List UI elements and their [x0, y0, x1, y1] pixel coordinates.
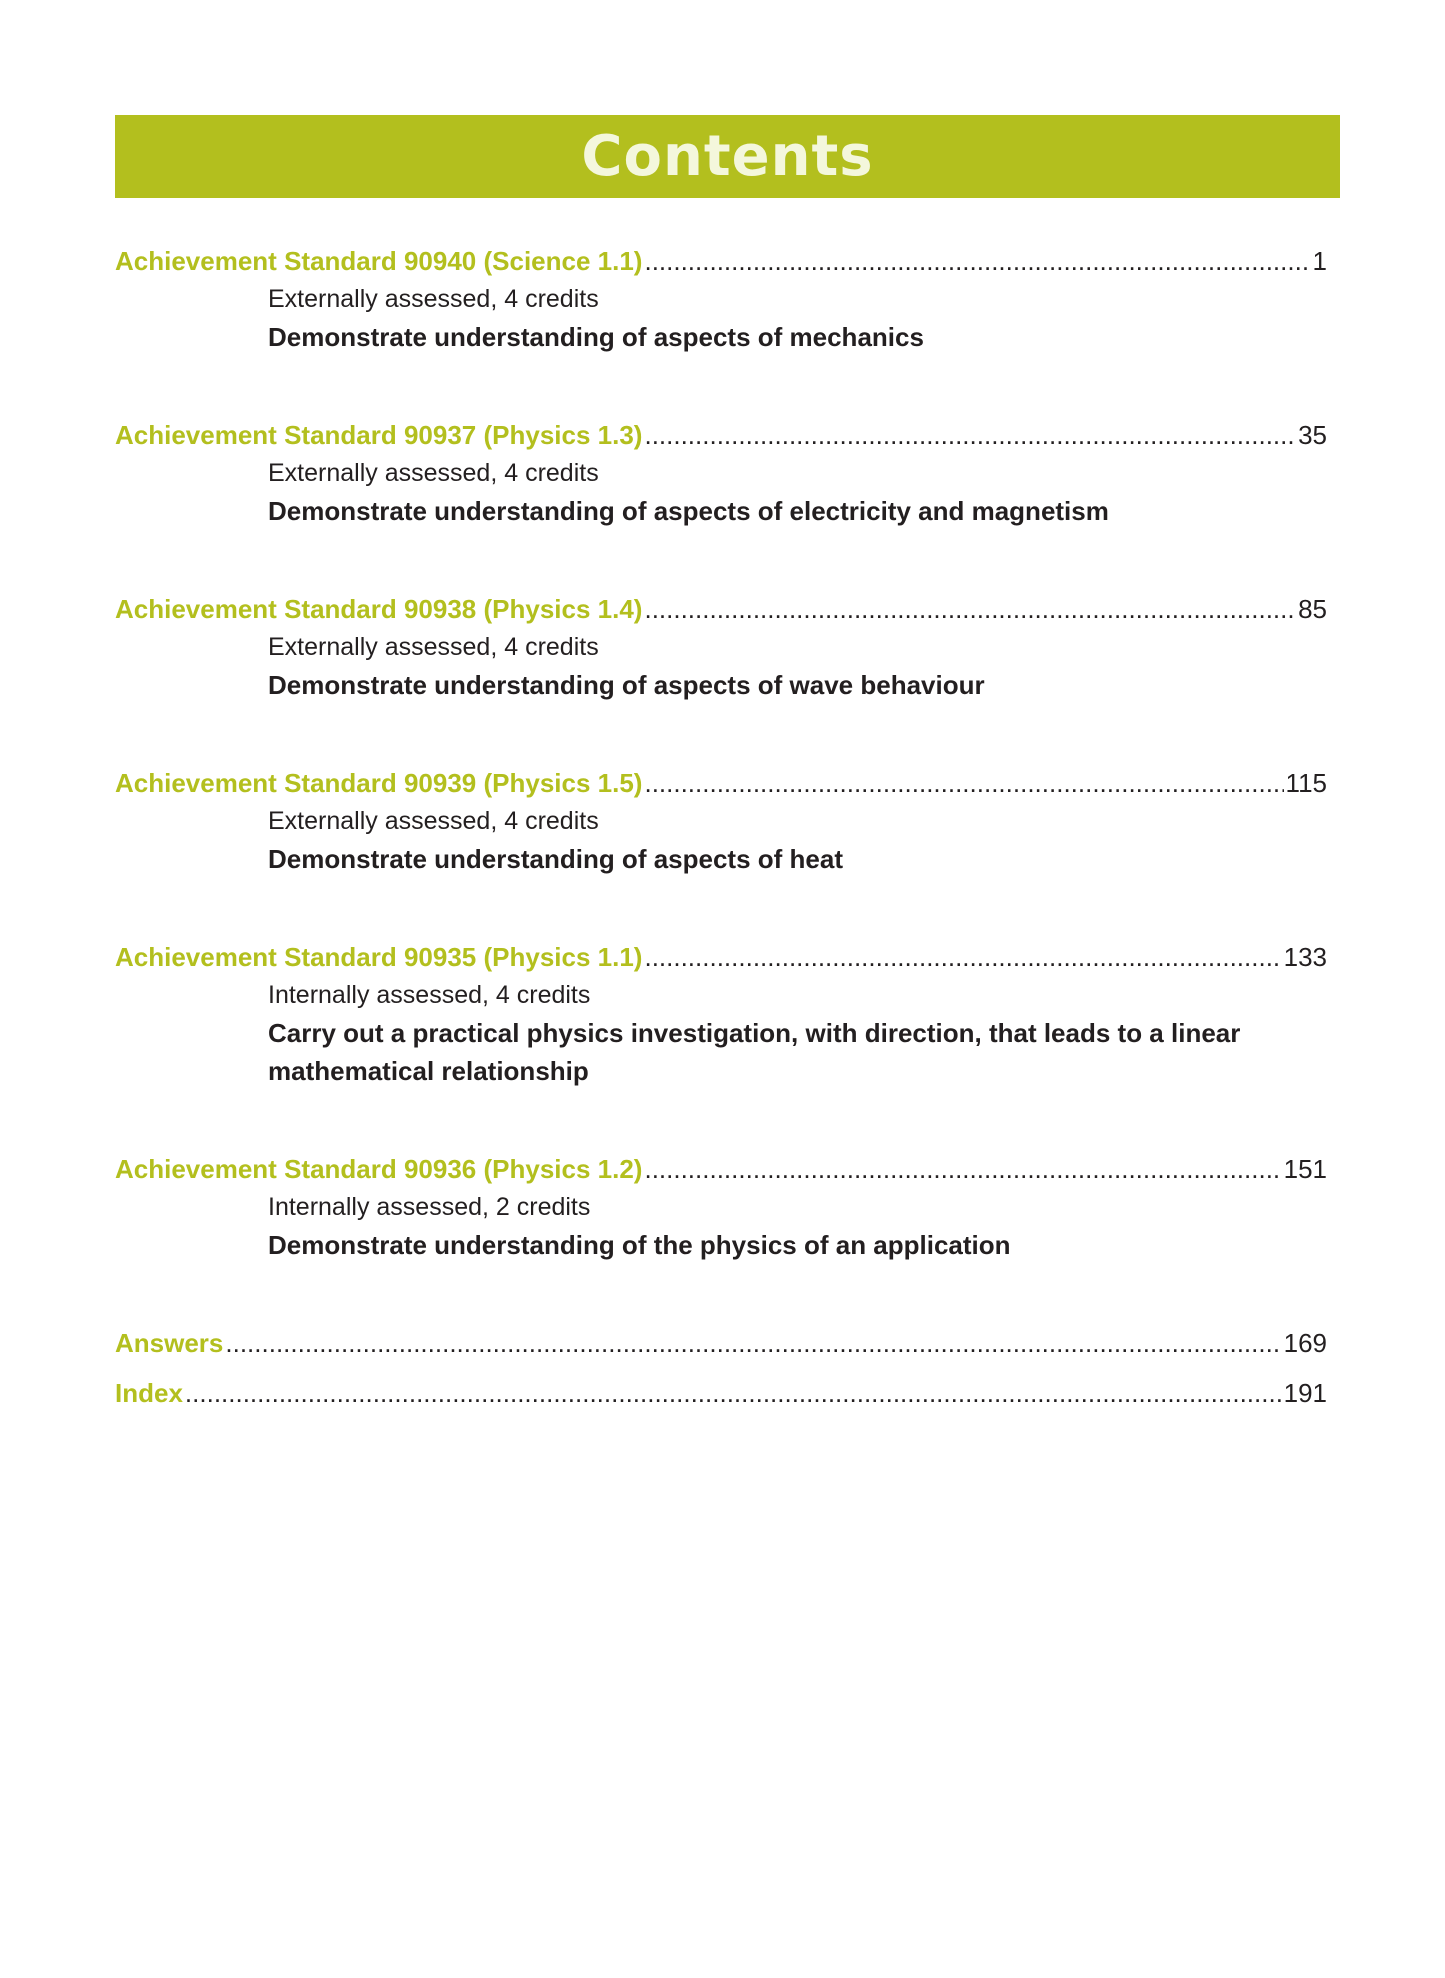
dot-leader [225, 1324, 1281, 1362]
standard-topic: Carry out a practical physics investigation, with direction, that leads to a linear mathematical relationship [268, 1018, 1241, 1086]
toc-entry-line[interactable] [115, 1374, 1327, 1412]
toc-page-number: 151 [1283, 1154, 1327, 1184]
dot-leader [644, 242, 1310, 280]
assessment-info: Externally assessed, 4 credits [268, 285, 599, 313]
toc-entry-line[interactable] [115, 1324, 1327, 1362]
dot-leader [185, 1374, 1282, 1412]
dot-leader [644, 416, 1296, 454]
assessment-info: Externally assessed, 4 credits [268, 807, 599, 835]
toc-entry-title[interactable]: Achievement Standard 90940 (Science 1.1) [115, 246, 643, 276]
toc-entry-title[interactable]: Index [115, 1378, 183, 1408]
toc-entry-title[interactable]: Achievement Standard 90935 (Physics 1.1) [115, 942, 643, 972]
toc-entry-title[interactable]: Answers [115, 1328, 224, 1358]
toc-entry-90937 [115, 416, 1327, 530]
toc-page-number: 115 [1285, 768, 1327, 798]
toc-entry-index [115, 1374, 1327, 1412]
toc-entry-line[interactable] [115, 938, 1327, 976]
toc-entry-line[interactable] [115, 764, 1327, 802]
dot-leader [644, 938, 1281, 976]
standard-topic: Demonstrate understanding of the physics of an application [268, 1230, 1011, 1260]
table-of-contents [115, 242, 1327, 1424]
toc-entry-90935 [115, 938, 1327, 1090]
toc-entry-90940 [115, 242, 1327, 356]
standard-topic: Demonstrate understanding of aspects of heat [268, 844, 843, 874]
assessment-info: Internally assessed, 4 credits [268, 981, 591, 1009]
dot-leader [644, 590, 1296, 628]
toc-entry-line[interactable] [115, 1150, 1327, 1188]
standard-topic: Demonstrate understanding of aspects of wave behaviour [268, 670, 985, 700]
assessment-info: Externally assessed, 4 credits [268, 633, 599, 661]
standard-topic: Demonstrate understanding of aspects of mechanics [268, 322, 924, 352]
toc-page-number: 35 [1298, 420, 1327, 450]
toc-entry-line[interactable] [115, 590, 1327, 628]
toc-entry-title[interactable]: Achievement Standard 90936 (Physics 1.2) [115, 1154, 643, 1184]
dot-leader [644, 764, 1283, 802]
assessment-info: Externally assessed, 4 credits [268, 459, 599, 487]
toc-entry-answers [115, 1324, 1327, 1362]
toc-entry-title[interactable]: Achievement Standard 90938 (Physics 1.4) [115, 594, 643, 624]
toc-entry-90939 [115, 764, 1327, 878]
toc-entry-title[interactable]: Achievement Standard 90937 (Physics 1.3) [115, 420, 643, 450]
toc-page-number: 191 [1283, 1378, 1327, 1408]
dot-leader [644, 1150, 1281, 1188]
toc-page-number: 1 [1312, 246, 1327, 276]
toc-page-number: 85 [1298, 594, 1327, 624]
contents-banner [115, 115, 1340, 198]
toc-entry-line[interactable] [115, 242, 1327, 280]
toc-page-number: 169 [1283, 1328, 1327, 1358]
toc-page-number: 133 [1283, 942, 1327, 972]
toc-entry-line[interactable] [115, 416, 1327, 454]
standard-topic: Demonstrate understanding of aspects of electricity and magnetism [268, 496, 1109, 526]
toc-entry-90938 [115, 590, 1327, 704]
toc-entry-90936 [115, 1150, 1327, 1264]
page-title: Contents [581, 124, 874, 189]
toc-entry-title[interactable]: Achievement Standard 90939 (Physics 1.5) [115, 768, 643, 798]
assessment-info: Internally assessed, 2 credits [268, 1193, 591, 1221]
